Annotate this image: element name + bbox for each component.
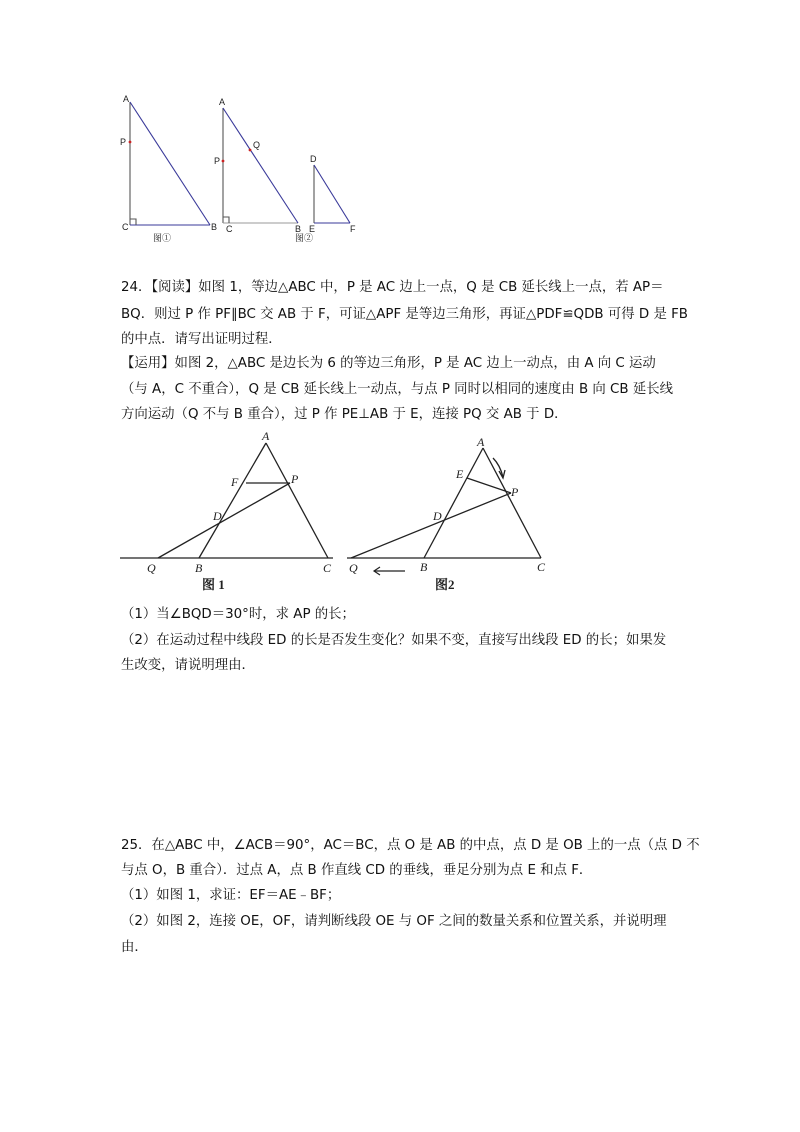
q24-figures (115, 425, 565, 600)
q24-line-6: 方向运动（Q 不与 B 重合），过 P 作 PE⊥AB 于 E，连接 PQ 交 AB 于 D． (121, 407, 568, 422)
q25-line-1: 25．在△ABC 中，∠ACB＝90°，AC＝BC，点 O 是 AB 的中点，点 D 是 OB 上的一点（点 D 不 (121, 838, 700, 853)
fig2-label-q: Q (253, 140, 261, 150)
fig2-label-p: P (214, 156, 221, 166)
fig-right-label-b: B (420, 560, 428, 574)
q25-line-4: （2）如图 2，连接 OE，OF，请判断线段 OE 与 OF 之间的数量关系和位置关系，并说明理 (121, 914, 667, 929)
fig-right-label-q: Q (349, 561, 358, 575)
figure-2-right-triangle (222, 108, 298, 223)
top-figures (110, 90, 370, 250)
fig2-label-c: C (226, 224, 233, 234)
figure-1-right-triangle (129, 102, 210, 225)
fig-left-label-p: P (291, 472, 299, 486)
fig3-caption: 图② (295, 233, 314, 243)
q24-figure-2 (347, 448, 541, 558)
fig-left-label-d: D (213, 509, 222, 523)
fig-right-label-e: E (456, 467, 464, 481)
fig-right-label-d: D (433, 509, 442, 523)
q24-line-2: BQ．则过 P 作 PF∥BC 交 AB 于 F，可证△APF 是等边三角形，再证△PDF≌QDB 可得 D 是 FB (121, 307, 688, 322)
fig-left-caption: 图 1 (202, 577, 225, 592)
fig1-label-a: A (123, 94, 130, 104)
q25-line-5: 由． (121, 940, 148, 955)
q24-sub-1: （1）当∠BQD＝30°时，求 AP 的长； (121, 607, 355, 622)
fig3-label-d: D (310, 154, 317, 164)
fig1-label-b: B (211, 222, 218, 232)
fig-left-label-c: C (323, 561, 332, 575)
q24-line-4: 【运用】如图 2，△ABC 是边长为 6 的等边三角形，P 是 AC 边上一动点，由 A 向 C 运动 (121, 356, 656, 371)
q25-line-2: 与点 O，B 重合）．过点 A，点 B 作直线 CD 的垂线，垂足分别为点 E 和点 F． (121, 863, 593, 878)
q25-line-3: （1）如图 1，求证：EF＝AE﹣BF； (121, 888, 341, 903)
fig2-label-a: A (219, 97, 226, 107)
left-arrow-icon (374, 567, 405, 575)
q24-sub-2: （2）在运动过程中线段 ED 的长是否发生变化？如果不变，直接写出线段 ED 的长；如果发 (121, 633, 667, 648)
fig2-label-b: B (295, 224, 302, 234)
fig1-label-p: P (120, 137, 127, 147)
q24-line-3: 的中点．请写出证明过程． (121, 332, 282, 347)
fig-left-label-q: Q (147, 561, 156, 575)
fig1-caption: 图① (153, 233, 172, 243)
fig-left-label-f: F (231, 475, 239, 489)
q24-figure-1 (120, 443, 333, 558)
q24-line-1: 24．【阅读】如图 1，等边△ABC 中，P 是 AC 边上一点，Q 是 CB 延长线上一点，若 AP＝ (121, 280, 664, 295)
fig-right-label-a: A (477, 435, 485, 449)
q24-sub-3: 生改变，请说明理由． (121, 658, 255, 673)
fig-left-label-b: B (195, 561, 203, 575)
figure-3-right-triangle (314, 165, 350, 223)
fig-right-caption: 图2 (435, 577, 455, 592)
fig-left-label-a: A (262, 429, 270, 443)
fig1-label-c: C (122, 222, 129, 232)
fig3-label-e: E (309, 224, 316, 234)
q24-line-5: （与 A，C 不重合），Q 是 CB 延长线上一动点，与点 P 同时以相同的速度由 B 向 CB 延长线 (121, 382, 674, 397)
fig-right-label-p: P (511, 485, 519, 499)
fig3-label-f: F (350, 224, 356, 234)
fig-right-label-c: C (537, 560, 546, 574)
